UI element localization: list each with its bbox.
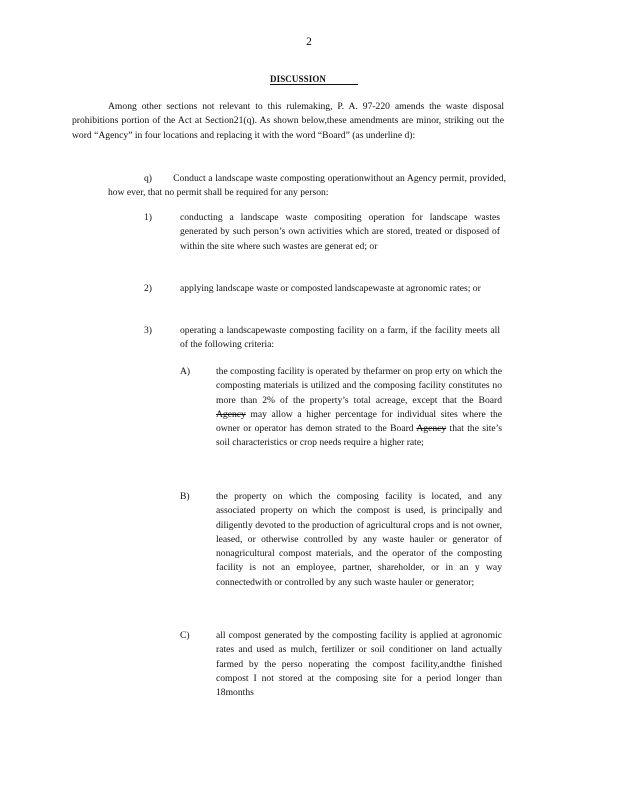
subitem-a-part-2: may allow a higher percentage for individual sites where the owner or operator has demon strated to the Board bbox=[216, 408, 502, 435]
clause-q-label: q) bbox=[144, 173, 152, 184]
item-2-number: 2) bbox=[144, 283, 152, 294]
item-3-number: 3) bbox=[144, 325, 152, 336]
subitem-a-number: A) bbox=[180, 366, 191, 377]
clause-q-text: Conduct a landscape waste composting operationwithout an Agency permit, provided, how ever, that no permit shall be required for any person: bbox=[108, 173, 507, 199]
subitem-c-text: all compost generated by the composting facility is applied at agronomic rates and used as mulch, fertilizer or soil conditioner on land actually farmed by the perso noperating the compost facility,andthe finished compost I not stored at the composing site for a period longer than 18months bbox=[216, 630, 502, 699]
page-number: 2 bbox=[306, 36, 312, 48]
clause-q-body bbox=[108, 172, 506, 201]
strikeout-agency-1: Agency bbox=[216, 408, 246, 420]
subitem-a-part-1: the composting facility is operated by thefarmer on prop erty on which the composting materials is utilized and the composing facility constitutes no more than 2% of the property’s total acreage, except that the Board bbox=[216, 366, 502, 406]
discussion-heading: DISCUSSION bbox=[270, 74, 358, 85]
intro-paragraph: Among other sections not relevant to this rulemaking, P. A. 97-220 amends the waste disposal prohibitions portion of the Act at Section21(q). As shown below,these amendments are minor, striking out the word “Agency” in four locations and replacing it with the word “Board” (as underline d): bbox=[72, 101, 504, 141]
item-1-number: 1) bbox=[144, 212, 152, 223]
item-2-text: applying landscape waste or composted landscapewaste at agronomic rates; or bbox=[180, 283, 481, 294]
subitem-b-number: B) bbox=[180, 491, 190, 502]
subitem-a-text bbox=[216, 365, 502, 451]
subitem-a-part-3: that the site’s soil characteristics or crop needs require a higher rate; bbox=[216, 423, 503, 449]
clause-q bbox=[108, 172, 506, 201]
item-3-text: operating a landscapewaste composting facility on a farm, if the facility meets all of the following criteria: bbox=[180, 325, 500, 351]
strikeout-agency-2: Agency bbox=[416, 423, 447, 435]
section-heading bbox=[270, 74, 358, 85]
subitem-c-number: C) bbox=[180, 630, 190, 641]
subitem-b-text: the property on which the composing facility is located, and any associated property on which the compost is used, is principally and diligently devoted to the production of agricultural crops and is not owner, leased, or otherwise controlled by any waste hauler or generator of nonagricultural compost materials, and the operator of the composting facility is not an employee, partner, shareholder, or in an y way connectedwith or controlled by any such waste hauler or generator; bbox=[216, 491, 502, 588]
item-1-text: conducting a landscape waste compositing operation for landscape wastes generated by such person’s own activities which are stored, treated or disposed of within the site where such wastes are generat ed; or bbox=[180, 212, 500, 252]
